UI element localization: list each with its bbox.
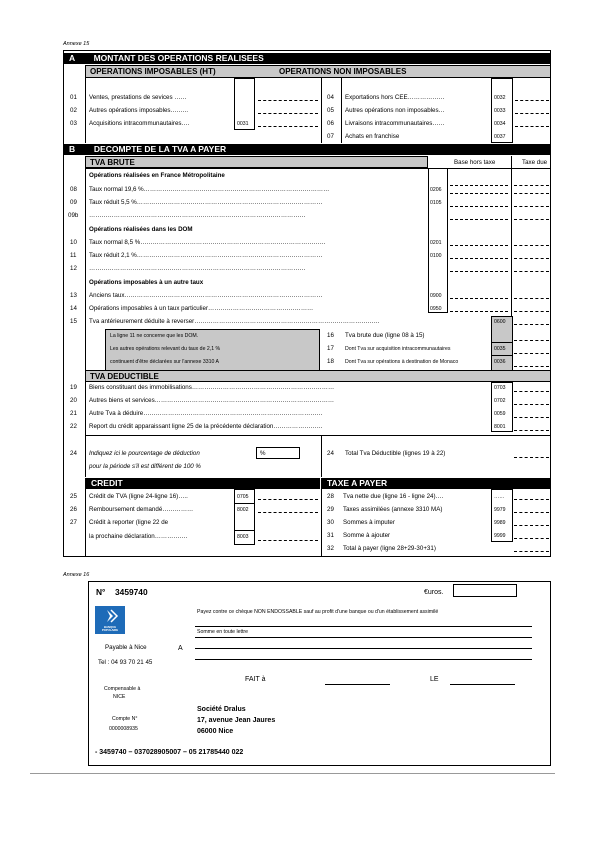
row-num: 09 xyxy=(70,199,77,206)
group-dom: Opérations réalisées dans les DOM xyxy=(89,226,193,233)
code-label: 0900 xyxy=(430,293,442,299)
taxe-field[interactable] xyxy=(514,219,549,220)
row-label: Tva nette due (ligne 16 - ligne 24)…. xyxy=(343,493,444,500)
section-b-title: DECOMPTE DE LA TVA A PAYER xyxy=(93,144,227,154)
taxe-field[interactable] xyxy=(514,271,549,272)
logo-text: BANQUE POPULAIRE xyxy=(101,625,119,633)
taxe-field[interactable] xyxy=(514,324,549,325)
row-label: la prochaine déclaration……………. xyxy=(89,533,188,540)
payer-address-line1: 17, avenue Jean Jaures xyxy=(197,717,276,724)
code-label: 9989 xyxy=(494,520,506,526)
code-label: 0035 xyxy=(494,346,506,352)
row-label: …………………………………………………………………………………………… xyxy=(89,265,306,272)
euros-label: €uros. xyxy=(424,589,444,596)
base-field[interactable] xyxy=(450,258,508,259)
row-num: 32 xyxy=(327,545,334,552)
row-num: 21 xyxy=(70,410,77,417)
payer-address-line2: 06000 Nice xyxy=(197,728,234,735)
compensable-label: Compensable à xyxy=(104,686,141,692)
taxe-field[interactable] xyxy=(514,366,549,367)
code-label: 0705 xyxy=(237,494,249,500)
code-label: 0033 xyxy=(494,108,506,114)
row-label: Taux normal 8,5 %……………………………………………………………………………… xyxy=(89,239,326,246)
amount-field[interactable] xyxy=(515,113,549,114)
row-label: Autre Tva à déduire…………………………………………………………………………… xyxy=(89,410,323,417)
taxe-a-payer-header xyxy=(321,478,551,489)
logo-star-icon xyxy=(95,606,125,626)
row-num: 15 xyxy=(70,318,77,325)
code-label: 0031 xyxy=(237,121,249,127)
code-label: 0037 xyxy=(494,134,506,140)
code-label: 8003 xyxy=(237,534,249,540)
row-num: 01 xyxy=(70,94,77,101)
amount-field[interactable] xyxy=(258,100,318,101)
credit-field[interactable] xyxy=(258,512,318,513)
credit-title: CREDIT xyxy=(91,478,123,488)
amount-field[interactable] xyxy=(515,126,549,127)
row-label: Opérations imposables à un taux particulier…………………………………………… xyxy=(89,305,314,312)
note-line: continuent d'être déclarées sur l'annexe 3310 A xyxy=(110,359,219,365)
row-label: Autres opérations imposables.…….. xyxy=(89,107,189,114)
code-label: 9979 xyxy=(494,507,506,513)
deduction-percent-input[interactable] xyxy=(256,447,300,459)
row-num: 05 xyxy=(327,107,334,114)
a-label: A xyxy=(178,645,183,652)
row-label: Crédit à reporter (ligne 22 de xyxy=(89,519,169,526)
somme-label: Somme en toute lettre xyxy=(197,629,249,635)
taxe-field[interactable] xyxy=(514,245,549,246)
row-label: Sommes à imputer xyxy=(343,519,395,526)
base-field[interactable] xyxy=(450,193,508,194)
row-num: 08 xyxy=(70,186,77,193)
group-autre: Opérations imposables à un autre taux xyxy=(89,279,204,286)
taxe-field[interactable] xyxy=(514,538,549,539)
section-a-header xyxy=(63,53,551,64)
taxe-field[interactable] xyxy=(514,353,549,354)
row-label: Crédit de TVA (ligne 24-ligne 16)….. xyxy=(89,493,188,500)
row-num: 28 xyxy=(327,493,334,500)
code-label: 0032 xyxy=(494,95,506,101)
tva-brute-header xyxy=(85,156,428,168)
tva-deductible-header xyxy=(85,370,551,382)
operations-imposables-heading: OPERATIONS IMPOSABLES (HT) xyxy=(90,67,216,76)
row-num: 18 xyxy=(327,358,334,365)
group-france: Opérations réalisées en France Métropolitaine xyxy=(89,172,225,179)
row-label: Autres biens et services…………………………………………………………………………… xyxy=(89,397,335,404)
taxe-field[interactable] xyxy=(514,404,549,405)
row-label: Remboursement demandé…………… xyxy=(89,506,194,513)
le-label: LE xyxy=(430,676,439,683)
micr-line: - 3459740 – 037028905007 – 05 21785440 022 xyxy=(95,749,244,756)
taxe-field[interactable] xyxy=(514,525,549,526)
compensable-city: NICE xyxy=(113,694,126,700)
row-num: 12 xyxy=(70,265,77,272)
le-field[interactable] xyxy=(450,684,515,685)
row-label: Dont Tva sur opérations à destination de Monaco xyxy=(345,359,459,365)
row-label: Total Tva Déductible (lignes 19 à 22) xyxy=(345,450,446,457)
percent-sign: % xyxy=(260,450,266,457)
taxe-a-payer-title: TAXE A PAYER xyxy=(327,478,388,488)
amount-field[interactable] xyxy=(258,113,318,114)
row-label: Autres opérations non imposables… xyxy=(345,107,445,114)
compte-number: 0000008935 xyxy=(109,726,138,732)
payable-label: Payable à Nice xyxy=(105,644,147,651)
row-num: 06 xyxy=(327,120,334,127)
credit-header xyxy=(85,478,320,489)
code-label: 8002 xyxy=(237,507,249,513)
row-label: Livraisons intracommunautaires…… xyxy=(345,120,445,127)
row-label: Dont Tva sur acquisition intracommunautaires xyxy=(345,346,451,352)
row-label: Indiquez ici le pourcentage de déduction xyxy=(89,450,200,457)
taxe-field[interactable] xyxy=(514,311,549,312)
row-label: Achats en franchise xyxy=(345,133,400,140)
fait-label: FAIT à xyxy=(245,676,266,683)
banque-populaire-logo xyxy=(95,606,125,634)
row-num: 14 xyxy=(70,305,77,312)
code-label: 0703 xyxy=(494,385,506,391)
row-label: …………………………………………………………………………………………… xyxy=(89,212,306,219)
tva-brute-title: TVA BRUTE xyxy=(90,158,135,167)
row-num: 24 xyxy=(70,450,77,457)
base-field[interactable] xyxy=(450,298,508,299)
row-num: 09b xyxy=(68,212,79,219)
note-line: Les autres opérations relevant du taux de 2,1 % xyxy=(110,346,221,352)
row-num: 02 xyxy=(70,107,77,114)
row-num: 16 xyxy=(327,332,334,339)
section-b-letter: B xyxy=(69,144,76,154)
section-a-letter: A xyxy=(69,53,75,63)
payer-name: Société Dralus xyxy=(197,706,246,713)
code-label: 0201 xyxy=(430,240,442,246)
row-num: 29 xyxy=(327,506,334,513)
cheque-number-label: N° xyxy=(96,587,106,597)
annex16-label: Annexe 16 xyxy=(63,572,90,578)
tva-deductible-title: TVA DEDUCTIBLE xyxy=(90,372,159,381)
row-label: Tva brute due (ligne 08 à 15) xyxy=(345,332,425,339)
taxe-field[interactable] xyxy=(514,430,549,431)
page-rule xyxy=(30,773,555,774)
row-label: Report du crédit apparaissant ligne 25 de la précédente déclaration…………………… xyxy=(89,423,323,430)
row-label: Exportations hors CEE……………… xyxy=(345,94,445,101)
code-label: 0100 xyxy=(430,253,442,259)
row-label: Acquisitions intracommunautaires…. xyxy=(89,120,190,127)
row-num: 20 xyxy=(70,397,77,404)
taxe-due-heading: Taxe due xyxy=(522,159,548,166)
row-label: Total à payer (ligne 28+29-30+31) xyxy=(343,545,436,552)
taxe-field[interactable] xyxy=(514,193,549,194)
row-label: Taux normal 19,6 %……………………………………………………………………………… xyxy=(89,186,330,193)
code-label: 8001 xyxy=(494,424,506,430)
row-label: pour la période s'il est différent de 100 % xyxy=(89,463,201,470)
row-num: 24 xyxy=(327,450,334,457)
taxe-field[interactable] xyxy=(514,298,549,299)
code-label: 0206 xyxy=(430,187,442,193)
row-label: Taux réduit 5,5 %……………………………………………………………………………… xyxy=(89,199,323,206)
operations-non-imposables-heading: OPERATIONS NON IMPOSABLES xyxy=(279,67,407,76)
taxe-field[interactable] xyxy=(514,457,549,458)
section-a-title: MONTANT DES OPERATIONS REALISEES xyxy=(93,53,264,63)
code-label: 0036 xyxy=(494,359,506,365)
credit-field[interactable] xyxy=(258,540,318,541)
base-hors-taxe-heading: Base hors taxe xyxy=(454,159,496,166)
row-label: Ventes, prestations de sevices …… xyxy=(89,94,187,101)
note-line: La ligne 11 ne concerne que les DOM. xyxy=(110,333,199,339)
amount-input[interactable] xyxy=(453,584,517,597)
row-num: 04 xyxy=(327,94,334,101)
code-label: 0034 xyxy=(494,121,506,127)
row-num: 10 xyxy=(70,239,77,246)
row-num: 11 xyxy=(70,252,77,259)
row-num: 22 xyxy=(70,423,77,430)
code-label: 0702 xyxy=(494,398,506,404)
base-field[interactable] xyxy=(450,311,508,312)
taxe-field[interactable] xyxy=(514,391,549,392)
taxe-field[interactable] xyxy=(514,185,549,186)
code-label: 0059 xyxy=(494,411,506,417)
row-label: Tva antérieurement déduite à reverser……………………………………………………………………………… xyxy=(89,318,380,325)
row-label: Taux réduit 2,1 %……………………………………………………………………………… xyxy=(89,252,323,259)
code-label: 0105 xyxy=(430,200,442,206)
row-num: 26 xyxy=(70,506,77,513)
row-num: 19 xyxy=(70,384,77,391)
tel: Tel : 04 93 70 21 45 xyxy=(98,659,153,666)
compte-label: Compte N° xyxy=(112,716,138,722)
base-field[interactable] xyxy=(450,219,508,220)
code-label: 0950 xyxy=(430,306,442,312)
base-field[interactable] xyxy=(450,245,508,246)
taxe-field[interactable] xyxy=(514,340,549,341)
row-label: Taxes assimilées (annexe 3310 MA) xyxy=(343,506,443,513)
taxe-field[interactable] xyxy=(514,512,549,513)
base-field[interactable] xyxy=(450,185,508,186)
amount-field[interactable] xyxy=(258,126,318,127)
base-field[interactable] xyxy=(450,271,508,272)
row-num: 03 xyxy=(70,120,77,127)
code-label: …… xyxy=(494,494,505,500)
taxe-field[interactable] xyxy=(514,258,549,259)
taxe-field[interactable] xyxy=(514,206,549,207)
amount-field[interactable] xyxy=(515,100,549,101)
taxe-field[interactable] xyxy=(514,499,549,500)
row-num: 13 xyxy=(70,292,77,299)
section-a-subheader xyxy=(85,65,551,78)
base-field[interactable] xyxy=(450,206,508,207)
row-num: 30 xyxy=(327,519,334,526)
row-num: 27 xyxy=(70,519,77,526)
row-num: 25 xyxy=(70,493,77,500)
row-num: 31 xyxy=(327,532,334,539)
row-label: Anciens taux…………………………………………………………………………………… xyxy=(89,292,323,299)
credit-field[interactable] xyxy=(258,499,318,500)
cheque-number: 3459740 xyxy=(115,587,148,597)
section-b-header xyxy=(63,144,551,155)
taxe-field[interactable] xyxy=(514,551,549,552)
row-label: Biens constituant des immobilisations…………………………………………………………… xyxy=(89,384,335,391)
code-label: 0600 xyxy=(494,319,506,325)
fait-field[interactable] xyxy=(325,684,390,685)
taxe-field[interactable] xyxy=(514,417,549,418)
annex15-label: Annexe 15 xyxy=(63,41,90,47)
row-num: 17 xyxy=(327,345,334,352)
code-label: 9999 xyxy=(494,533,506,539)
payez-text: Payez contre ce chèque NON ENDOSSABLE sauf au profit d'une banque ou d'un établissement assimilé xyxy=(197,609,439,615)
row-num: 07 xyxy=(327,133,334,140)
row-label: Somme à ajouter xyxy=(343,532,391,539)
